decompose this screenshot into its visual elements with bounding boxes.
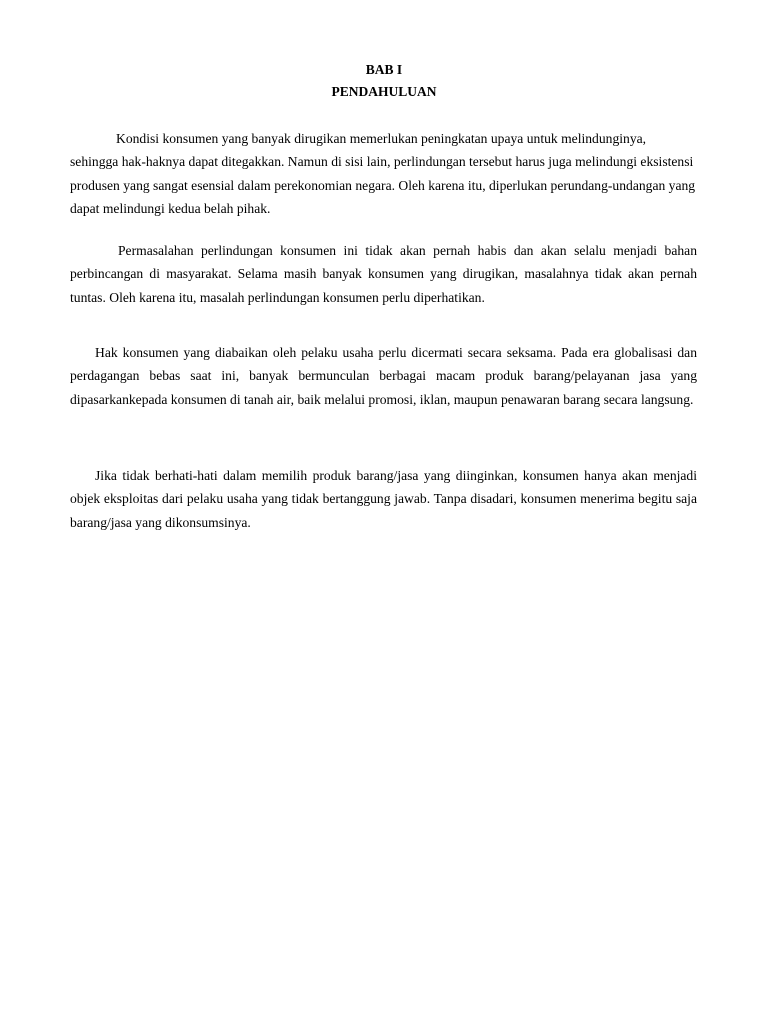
chapter-heading: BAB I (365, 62, 403, 77)
paragraph-4: Jika tidak berhati-hati dalam memilih produk barang/jasa yang diinginkan, konsumen hanya akan menjadi objek eksploitas dari pelaku usaha yang tidak bertanggung jawab. Tanpa disadari, konsumen menerima begitu saja barang/jasa yang dikonsumsinya. (70, 468, 697, 530)
paragraph-1: Kondisi konsumen yang banyak dirugikan memerlukan peningkatan upaya untuk melindunginya, sehingga hak-haknya dapat ditegakkan. Namun di sisi lain, perlindungan tersebut harus juga melindungi eksistensi produsen yang sangat esensial dalam perekonomian negara. Oleh karena itu, diperlukan perundang-undangan yang dapat melindungi kedua belah pihak. (70, 131, 696, 216)
chapter-title: PENDAHULUAN (331, 84, 437, 99)
paragraph-2: Permasalahan perlindungan konsumen ini tidak akan pernah habis dan akan selalu menjadi bahan perbincangan di masyarakat. Selama masih banyak konsumen yang dirugikan, masalahnya tidak akan pernah tuntas. Oleh karena itu, masalah perlindungan konsumen perlu diperhatikan. (70, 243, 697, 305)
paragraph-3: Hak konsumen yang diabaikan oleh pelaku usaha perlu dicermati secara seksama. Pada era globalisasi dan perdagangan bebas saat ini, banyak bermunculan berbagai macam produk barang/pelayanan jasa yang dipasarkankepada konsumen di tanah air, baik melalui promosi, iklan, maupun penawaran barang secara langsung. (70, 345, 697, 407)
